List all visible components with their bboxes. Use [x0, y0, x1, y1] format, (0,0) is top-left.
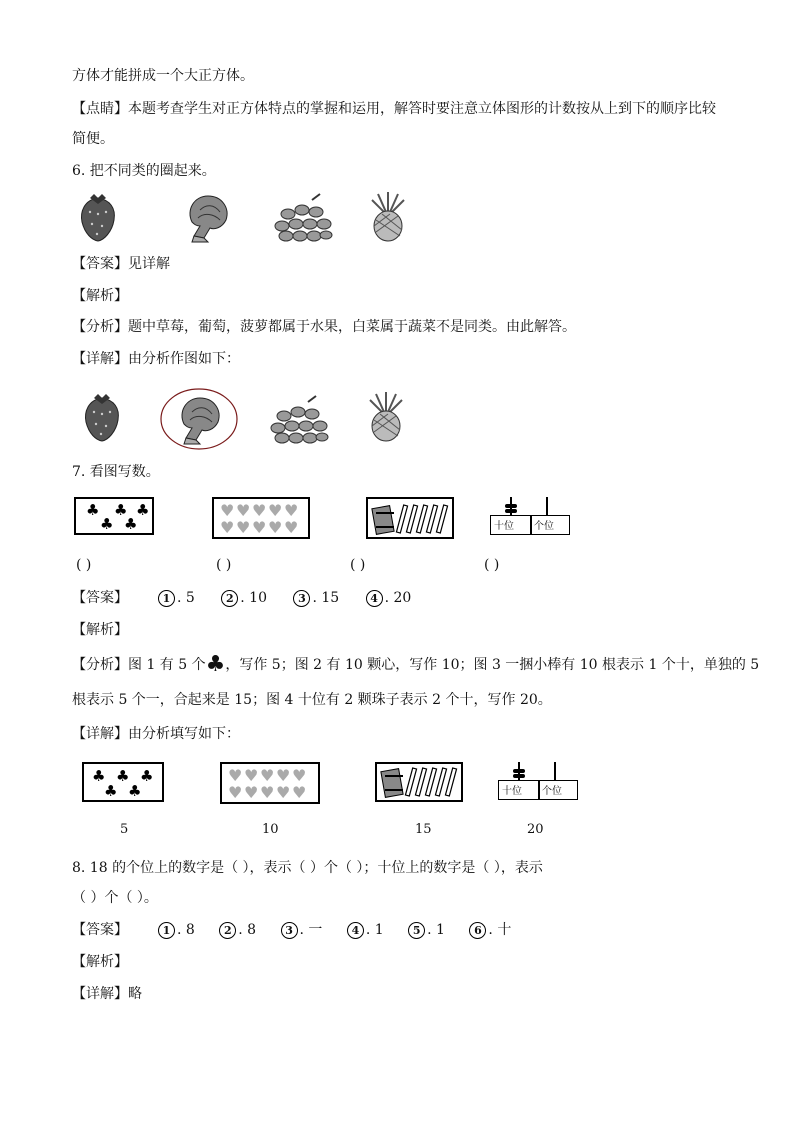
q7-fenxi-cont: 根表示 5 个一，合起来是 15；图 4 十位有 2 颗珠子表示 2 个十，写作 20。	[72, 692, 552, 708]
q7-xiangjie: 【详解】由分析填写如下：	[72, 726, 240, 742]
heart-icon: ♥	[268, 501, 283, 520]
grapes-image	[275, 194, 332, 241]
heart-icon: ♥	[260, 766, 275, 785]
heart-icon: ♥	[276, 766, 291, 785]
q6-xiangjie: 【详解】由分析作图如下：	[72, 351, 240, 367]
text-line: 方体才能拼成一个大正方体。	[72, 68, 254, 84]
heart-icon: ♥	[220, 518, 235, 537]
hearts-figure	[222, 764, 318, 802]
question-8: 8. 18 的个位上的数字是（ ），表示（ ）个（ ）；十位上的数字是（ ），表示	[72, 860, 543, 876]
heart-icon: ♥	[268, 518, 283, 537]
clubs-figure	[84, 764, 162, 800]
club-icon: ♣	[140, 767, 154, 785]
answer-blank[interactable]: ( )	[76, 557, 92, 573]
stick-bundle-icon	[381, 769, 403, 798]
strawberry-image	[82, 194, 115, 241]
question-7: 7. 看图写数。	[72, 464, 160, 480]
club-icon: ♣	[92, 767, 106, 785]
heart-icon: ♥	[276, 783, 291, 802]
text-line: 简便。	[72, 131, 114, 147]
abacus-figure	[498, 762, 580, 804]
sticks-box	[375, 762, 463, 802]
club-icon: ♣	[128, 782, 142, 800]
question-8-cont: （ ）个（ ）。	[72, 890, 158, 906]
q6-jiexi: 【解析】	[72, 288, 128, 304]
result-number: 20	[527, 822, 544, 837]
result-number: 5	[120, 822, 129, 837]
club-icon: ♣	[205, 652, 226, 677]
club-icon: ♣	[100, 515, 114, 533]
heart-icon: ♥	[228, 766, 243, 785]
heart-icon: ♥	[292, 766, 307, 785]
bead-icon	[505, 509, 517, 513]
pineapple-image	[372, 192, 404, 241]
club-icon: ♣	[86, 501, 100, 519]
heart-icon: ♥	[244, 783, 259, 802]
hearts-figure	[214, 499, 308, 537]
grapes-image	[271, 396, 328, 443]
q6-fenxi: 【分析】题中草莓，葡萄，菠萝都属于水果，白菜属于蔬菜不是同类。由此解答。	[72, 319, 576, 335]
club-icon: ♣	[124, 515, 138, 533]
sticks-figure	[368, 499, 452, 537]
q8-jiexi: 【解析】	[72, 954, 128, 970]
tens-label: 十位	[494, 521, 514, 532]
result-number: 15	[415, 822, 432, 837]
clubs-figure	[76, 499, 152, 533]
bead-icon	[513, 769, 525, 773]
result-number: 10	[262, 822, 279, 837]
ones-label: 个位	[534, 521, 554, 532]
question-6: 6. 把不同类的圈起来。	[72, 163, 216, 179]
clubs-box	[82, 762, 164, 802]
tens-label: 十位	[502, 786, 522, 797]
heart-icon: ♥	[292, 783, 307, 802]
answer-blank[interactable]: ( )	[350, 557, 366, 573]
fruit-images-row	[76, 192, 426, 244]
pineapple-image	[370, 392, 402, 441]
answer-blank[interactable]: ( )	[216, 557, 232, 573]
sticks-box	[366, 497, 454, 539]
strawberry-image	[86, 394, 119, 441]
answer-blank[interactable]: ( )	[484, 557, 500, 573]
cabbage-image	[190, 196, 227, 242]
heart-icon: ♥	[236, 518, 251, 537]
q7-jiexi: 【解析】	[72, 622, 128, 638]
heart-icon: ♥	[284, 518, 299, 537]
hearts-box	[212, 497, 310, 539]
q8-xiangjie: 【详解】略	[72, 986, 142, 1002]
q8-answers: 1 . 8 2 . 8 3 . 一 4 . 1 5 . 1 6 . 十	[158, 920, 531, 940]
hearts-box	[220, 762, 320, 804]
abacus-figure	[490, 497, 572, 539]
q6-answer: 【答案】见详解	[72, 256, 170, 272]
q8-answer-label: 【答案】	[72, 922, 128, 938]
fruit-images-answer-row	[76, 386, 426, 454]
q7-answers: 1 . 5 2 . 10 3 . 15 4 . 20	[158, 588, 431, 608]
bead-icon	[513, 774, 525, 778]
dianjing-line: 【点睛】本题考查学生对正方体特点的掌握和运用，解答时要注意立体图形的计数按从上到下的顺序比较	[72, 101, 716, 117]
clubs-box	[74, 497, 154, 535]
q7-answer-label: 【答案】	[72, 590, 128, 606]
bead-icon	[505, 504, 517, 508]
q7-fenxi: 【分析】图 1 有 5 个♣，写作 5；图 2 有 10 颗心，写作 10；图 3 一捆小棒有 10 根表示 1 个十，单独的 5	[72, 652, 760, 677]
heart-icon: ♥	[260, 783, 275, 802]
heart-icon: ♥	[252, 518, 267, 537]
heart-icon: ♥	[244, 766, 259, 785]
cabbage-image	[182, 398, 219, 444]
club-icon: ♣	[136, 501, 150, 519]
heart-icon: ♥	[220, 501, 235, 520]
club-icon: ♣	[116, 767, 130, 785]
heart-icon: ♥	[236, 501, 251, 520]
stick-bundle-icon	[372, 506, 394, 535]
club-icon: ♣	[104, 782, 118, 800]
heart-icon: ♥	[284, 501, 299, 520]
sticks-figure	[377, 764, 461, 800]
ones-label: 个位	[542, 786, 562, 797]
heart-icon: ♥	[252, 501, 267, 520]
heart-icon: ♥	[228, 783, 243, 802]
club-icon: ♣	[114, 501, 128, 519]
